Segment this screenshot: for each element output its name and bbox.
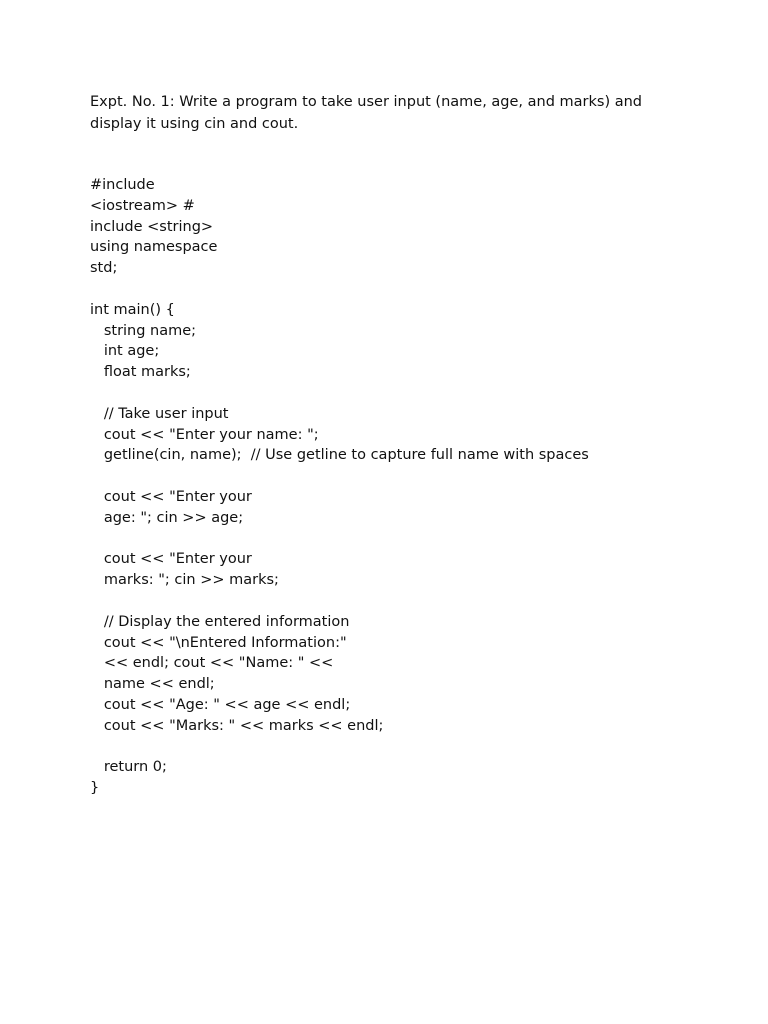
code-line: cout << "\nEntered Information:" [90,634,347,651]
code-line: // Display the entered information [90,613,350,630]
heading-line: Expt. No. 1: Write a program to take user input (name, age, and marks) and [90,94,643,110]
code-line: std; [90,260,118,277]
code-line: return 0; [90,759,167,776]
code-line [90,279,730,300]
code-line: getline(cin, name); // Use getline to capture full name with spaces [90,447,589,464]
code-line [90,529,730,550]
code-line: // Take user input [90,405,229,422]
code-line: <iostream> # [90,197,195,214]
code-line: name << endl; [90,676,215,693]
code-line: << endl; cout << "Name: " << [90,655,334,672]
code-line [90,737,730,758]
code-line: marks: "; cin >> marks; [90,572,279,589]
code-line: #include [90,177,155,193]
code-line: cout << "Marks: " << marks << endl; [90,717,384,734]
code-line: cout << "Enter your [90,488,252,505]
code-line: int age; [90,343,160,360]
code-line: float marks; [90,364,191,381]
code-line: cout << "Enter your [90,551,252,568]
code-line: using namespace [90,239,218,256]
code-line: age: "; cin >> age; [90,509,244,526]
code-line [90,591,730,612]
experiment-heading [90,91,690,135]
code-line: int main() { [90,301,175,318]
code-line [90,383,730,404]
code-line: cout << "Enter your name: "; [90,426,319,443]
code-listing [90,175,730,799]
code-line [90,466,730,487]
code-line: cout << "Age: " << age << endl; [90,696,351,713]
code-line: } [90,780,100,797]
heading-line: display it using cin and cout. [90,116,299,132]
code-line: string name; [90,322,197,339]
code-line: include <string> [90,218,214,235]
